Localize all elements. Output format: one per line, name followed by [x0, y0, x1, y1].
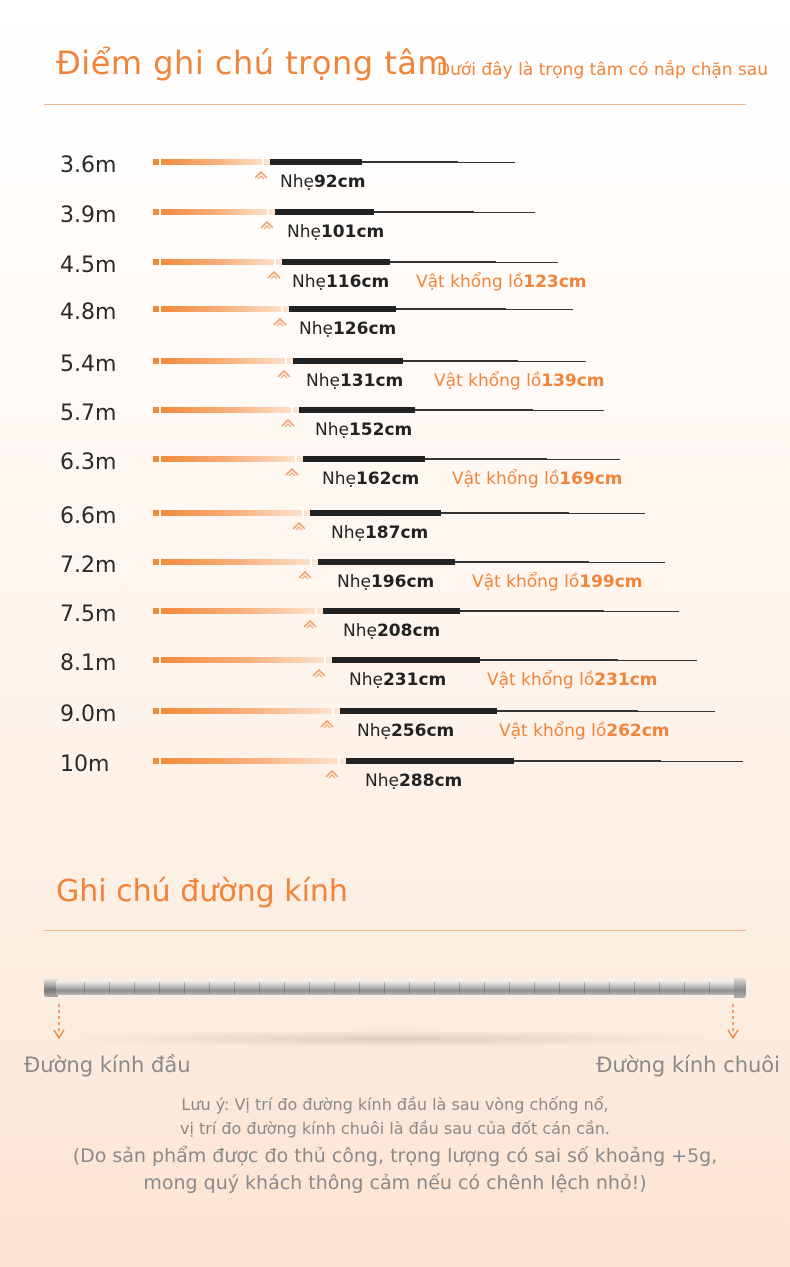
light-balance-point — [337, 572, 434, 592]
rod-length-label: 4.8m — [60, 300, 117, 325]
rod-joint-tick — [267, 208, 269, 216]
rod-joint-tick — [310, 558, 312, 566]
rod-segment-line — [484, 982, 485, 994]
giant-balance-value: 169cm — [559, 469, 623, 489]
light-balance-value: 92cm — [313, 172, 366, 192]
rod-illustration — [44, 978, 746, 998]
rod-section-1 — [299, 407, 415, 413]
cog-row — [0, 153, 790, 203]
light-balance-value: 101cm — [320, 222, 385, 242]
light-balance-value: 208cm — [376, 621, 441, 641]
rod-butt-cap — [153, 608, 159, 614]
rod-section-1 — [303, 456, 425, 462]
giant-balance-prefix: Vật khổng lồ — [434, 371, 542, 391]
rod-butt-cap — [153, 209, 159, 215]
cog-row — [0, 300, 790, 350]
rod-section-2 — [396, 308, 506, 310]
rod-segment-line — [609, 982, 610, 994]
rod-segment-line — [184, 982, 185, 994]
rod-segment-line — [684, 982, 685, 994]
rod-handle-gradient — [161, 259, 282, 265]
rod-handle-gradient — [161, 358, 293, 364]
rod-section-1 — [270, 159, 362, 165]
rod-section-2 — [460, 610, 604, 612]
light-balance-prefix: Nhẹ — [349, 670, 383, 690]
note-line-2: vị trí đo đường kính chuôi là đầu sau của đốt cán cần. — [179, 1119, 611, 1138]
balance-point-marker-icon — [298, 570, 312, 580]
rod-joint-tick — [262, 158, 264, 166]
light-balance-value: 231cm — [382, 670, 447, 690]
rod-handle-gradient — [161, 510, 310, 516]
rod-segment-line — [309, 982, 310, 994]
balance-point-marker-icon — [254, 170, 268, 180]
rod-handle-gradient — [161, 657, 332, 663]
cog-row — [0, 702, 790, 752]
rod-length-label: 3.9m — [60, 203, 117, 228]
giant-balance-prefix: Vật khổng lồ — [452, 469, 560, 489]
rod-segment-line — [534, 982, 535, 994]
rod-shadow — [60, 1030, 730, 1048]
rod-length-label: 4.5m — [60, 253, 117, 278]
light-balance-prefix: Nhẹ — [287, 222, 321, 242]
rod-handle-gradient — [161, 159, 270, 165]
rod-butt-cap — [153, 306, 159, 312]
giant-balance-value: 199cm — [579, 572, 643, 592]
rod-tip-section — [547, 459, 620, 460]
light-balance-point — [280, 172, 365, 192]
cog-row — [0, 504, 790, 554]
light-balance-value: 131cm — [339, 371, 404, 391]
balance-point-marker-icon — [260, 220, 274, 230]
light-balance-value: 116cm — [325, 272, 390, 292]
giant-balance-value: 262cm — [606, 721, 670, 741]
rod-length-label: 6.6m — [60, 504, 117, 529]
balance-point-marker-icon — [273, 317, 287, 327]
divider-top — [44, 104, 746, 105]
rod-segment-line — [559, 982, 560, 994]
light-balance-point — [343, 621, 440, 641]
light-balance-point — [365, 771, 462, 791]
light-balance-value: 196cm — [370, 572, 435, 592]
note-line-4: mong quý khách thông cảm nếu có chênh lệch nhỏ!) — [143, 1172, 647, 1194]
light-balance-value: 152cm — [348, 420, 413, 440]
light-balance-point — [357, 721, 454, 741]
rod-joint-tick — [281, 305, 283, 313]
rod-handle-gradient — [161, 456, 303, 462]
rod-tip-section — [569, 513, 645, 514]
rod-tip-section — [496, 262, 558, 263]
rod-section-1 — [289, 306, 396, 312]
rod-butt-cap — [153, 407, 159, 413]
rod-segment-line — [159, 982, 160, 994]
cog-title: Điểm ghi chú trọng tâm — [56, 44, 450, 82]
rod-length-label: 6.3m — [60, 450, 117, 475]
light-balance-value: 288cm — [398, 771, 463, 791]
light-balance-point — [315, 420, 412, 440]
rod-segment-line — [109, 982, 110, 994]
rod-segment-line — [659, 982, 660, 994]
rod-segment-line — [209, 982, 210, 994]
cog-row — [0, 553, 790, 603]
rod-section-2 — [480, 659, 618, 661]
rod-butt-cap — [153, 758, 159, 764]
cog-row — [0, 602, 790, 652]
rod-section-2 — [390, 261, 496, 263]
rod-section-1 — [332, 657, 480, 663]
rod-handle-gradient — [161, 559, 318, 565]
rod-section-1 — [340, 708, 497, 714]
rod-butt-cap — [153, 559, 159, 565]
cog-row — [0, 752, 790, 802]
rod-segment-line — [259, 982, 260, 994]
light-balance-prefix: Nhẹ — [306, 371, 340, 391]
butt-diameter-arrow-icon — [726, 1004, 740, 1042]
rod-tip-section — [618, 660, 697, 661]
rod-section-2 — [455, 561, 589, 563]
giant-balance-point — [499, 721, 670, 741]
giant-balance-value: 139cm — [541, 371, 605, 391]
rod-tip-section — [589, 562, 665, 563]
note-line-3: (Do sản phẩm được đo thủ công, trọng lượng có sai số khoảng +5g, — [72, 1145, 718, 1167]
rod-segment-line — [459, 982, 460, 994]
rod-section-2 — [374, 211, 474, 213]
rod-butt-cap — [734, 978, 746, 998]
rod-joint-tick — [295, 455, 297, 463]
rod-butt-cap — [153, 708, 159, 714]
cog-row — [0, 203, 790, 253]
rod-tip-section — [474, 212, 535, 213]
giant-balance-point — [472, 572, 643, 592]
rod-segment-line — [509, 982, 510, 994]
light-balance-prefix: Nhẹ — [343, 621, 377, 641]
rod-butt-cap — [153, 456, 159, 462]
divider-diameter — [44, 930, 746, 931]
rod-length-label: 7.2m — [60, 553, 117, 578]
rod-tip-section — [638, 711, 715, 712]
head-diameter-label: Đường kính đầu — [24, 1053, 191, 1077]
rod-section-1 — [346, 758, 514, 764]
rod-length-label: 7.5m — [60, 602, 117, 627]
rod-length-label: 10m — [60, 752, 110, 777]
rod-section-1 — [282, 259, 390, 265]
balance-point-marker-icon — [285, 467, 299, 477]
rod-joint-tick — [315, 607, 317, 615]
rod-section-1 — [323, 608, 460, 614]
light-balance-point — [299, 319, 396, 339]
light-balance-point — [287, 222, 384, 242]
cog-row — [0, 450, 790, 500]
rod-handle-gradient — [161, 758, 346, 764]
light-balance-prefix: Nhẹ — [299, 319, 333, 339]
rod-section-1 — [318, 559, 455, 565]
rod-section-2 — [441, 512, 569, 514]
rod-length-label: 5.4m — [60, 352, 117, 377]
giant-balance-prefix: Vật khổng lồ — [499, 721, 607, 741]
rod-segment-line — [584, 982, 585, 994]
light-balance-value: 162cm — [355, 469, 420, 489]
rod-butt-cap — [153, 159, 159, 165]
light-balance-prefix: Nhẹ — [292, 272, 326, 292]
rod-section-1 — [293, 358, 403, 364]
rod-joint-tick — [302, 509, 304, 517]
balance-point-marker-icon — [281, 418, 295, 428]
giant-balance-prefix: Vật khổng lồ — [416, 272, 524, 292]
balance-point-marker-icon — [277, 369, 291, 379]
rod-joint-tick — [324, 656, 326, 664]
light-balance-value: 256cm — [390, 721, 455, 741]
rod-tip-section — [458, 162, 515, 163]
rod-joint-tick — [338, 757, 340, 765]
rod-length-label: 3.6m — [60, 153, 117, 178]
rod-joint-tick — [285, 357, 287, 365]
rod-segment-line — [409, 982, 410, 994]
light-balance-prefix: Nhẹ — [357, 721, 391, 741]
light-balance-point — [292, 272, 389, 292]
giant-balance-point — [434, 371, 605, 391]
rod-section-2 — [403, 360, 518, 362]
rod-section-2 — [497, 710, 638, 712]
light-balance-value: 126cm — [332, 319, 397, 339]
balance-point-marker-icon — [292, 521, 306, 531]
cog-row — [0, 651, 790, 701]
light-balance-value: 187cm — [364, 523, 429, 543]
butt-diameter-label: Đường kính chuôi — [596, 1053, 780, 1077]
light-balance-prefix: Nhẹ — [315, 420, 349, 440]
light-balance-prefix: Nhẹ — [280, 172, 314, 192]
rod-segment-line — [284, 982, 285, 994]
balance-point-marker-icon — [312, 668, 326, 678]
rod-section-2 — [425, 458, 547, 460]
balance-point-marker-icon — [325, 769, 339, 779]
light-balance-point — [349, 670, 446, 690]
light-balance-prefix: Nhẹ — [337, 572, 371, 592]
rod-tip-section — [604, 611, 679, 612]
giant-balance-value: 231cm — [594, 670, 658, 690]
rod-tip-section — [661, 761, 743, 762]
light-balance-prefix: Nhẹ — [331, 523, 365, 543]
rod-handle-gradient — [161, 306, 289, 312]
rod-segment-line — [384, 982, 385, 994]
rod-joint-tick — [291, 406, 293, 414]
rod-segment-line — [434, 982, 435, 994]
cog-row — [0, 401, 790, 451]
cog-row — [0, 352, 790, 402]
giant-balance-point — [487, 670, 658, 690]
giant-balance-point — [452, 469, 623, 489]
rod-tip-section — [518, 361, 586, 362]
rod-segment-line — [709, 982, 710, 994]
rod-segment-line — [634, 982, 635, 994]
rod-tip-section — [506, 309, 573, 310]
rod-segment-line — [334, 982, 335, 994]
rod-butt-cap — [153, 657, 159, 663]
rod-section-2 — [514, 760, 661, 762]
rod-butt-cap — [153, 510, 159, 516]
giant-balance-value: 123cm — [523, 272, 587, 292]
balance-point-marker-icon — [267, 270, 281, 280]
rod-joint-tick — [274, 258, 276, 266]
balance-point-marker-icon — [303, 619, 317, 629]
rod-section-1 — [310, 510, 441, 516]
light-balance-point — [331, 523, 428, 543]
note-line-1: Lưu ý: Vị trí đo đường kính đầu là sau vòng chống nổ, — [181, 1095, 609, 1114]
head-diameter-arrow-icon — [52, 1004, 66, 1042]
rod-joint-tick — [332, 707, 334, 715]
light-balance-prefix: Nhẹ — [365, 771, 399, 791]
cog-row — [0, 253, 790, 303]
rod-butt-cap — [153, 259, 159, 265]
giant-balance-prefix: Vật khổng lồ — [472, 572, 580, 592]
rod-tip-section — [533, 410, 604, 411]
rod-length-label: 8.1m — [60, 651, 117, 676]
light-balance-prefix: Nhẹ — [322, 469, 356, 489]
rod-segment-line — [134, 982, 135, 994]
rod-handle-gradient — [161, 708, 340, 714]
rod-butt-cap — [153, 358, 159, 364]
rod-handle-gradient — [161, 407, 299, 413]
cog-subtitle: Dưới đây là trọng tâm có nắp chặn sau — [437, 60, 768, 80]
diameter-title: Ghi chú đường kính — [56, 874, 348, 909]
rod-section-2 — [362, 161, 458, 163]
rod-segment-line — [234, 982, 235, 994]
rod-segment-line — [84, 982, 85, 994]
light-balance-point — [322, 469, 419, 489]
rod-section-1 — [275, 209, 374, 215]
giant-balance-prefix: Vật khổng lồ — [487, 670, 595, 690]
rod-handle-gradient — [161, 209, 275, 215]
rod-handle-gradient — [161, 608, 323, 614]
rod-length-label: 9.0m — [60, 702, 117, 727]
rod-segment-line — [359, 982, 360, 994]
rod-length-label: 5.7m — [60, 401, 117, 426]
balance-point-marker-icon — [320, 719, 334, 729]
rod-section-2 — [415, 409, 533, 411]
light-balance-point — [306, 371, 403, 391]
giant-balance-point — [416, 272, 587, 292]
